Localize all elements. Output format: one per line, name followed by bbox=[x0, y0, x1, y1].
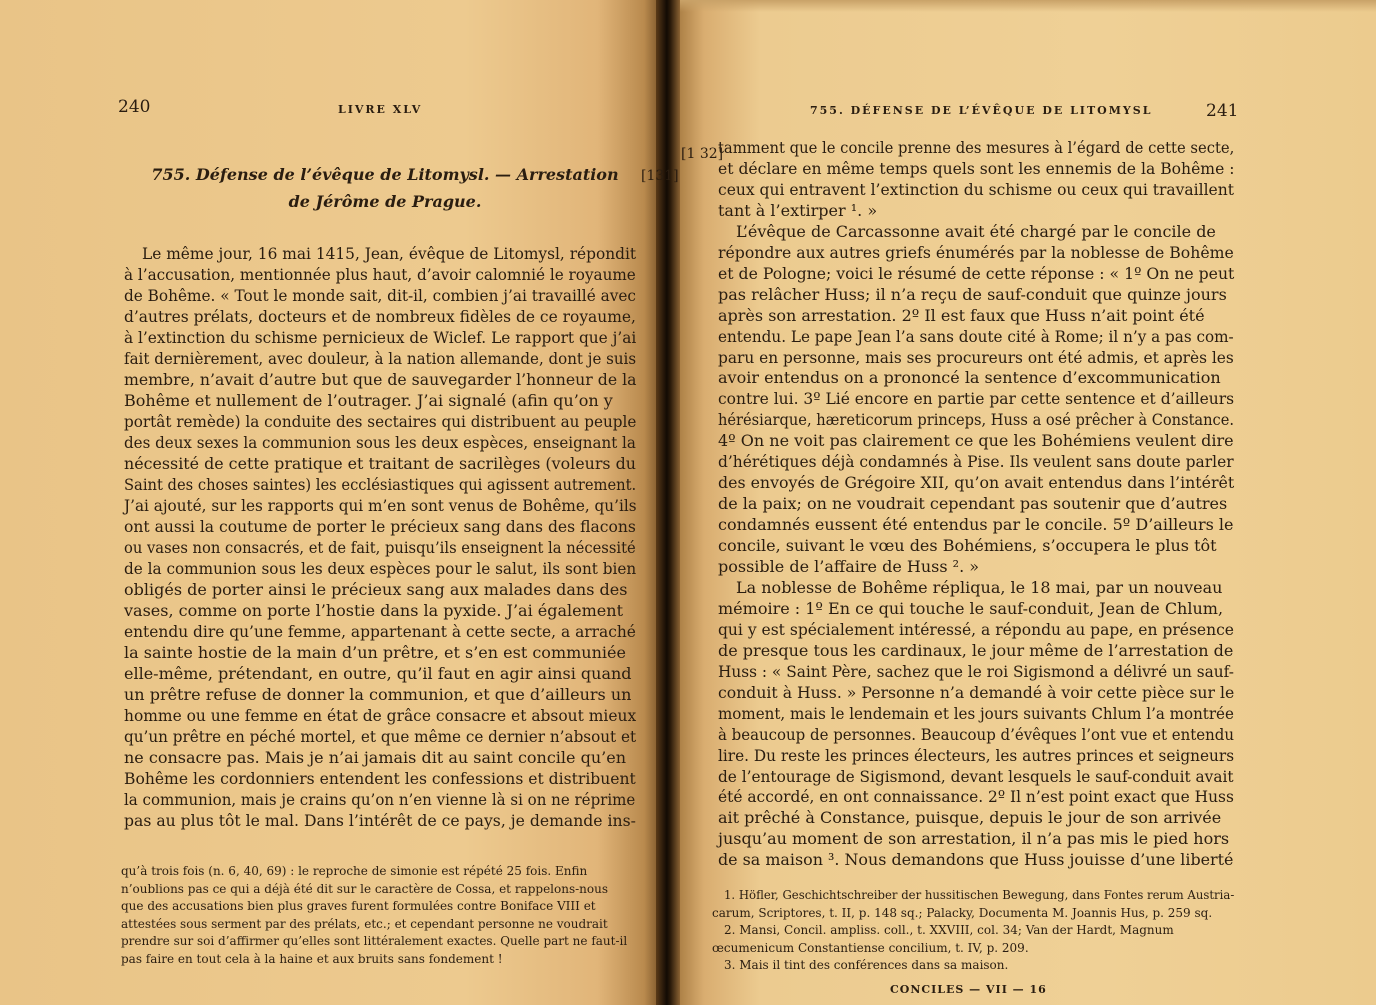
body-line: de presque tous les cardinaux, le jour même de l’arrestation de bbox=[718, 640, 1234, 660]
body-line: été accordé, en ont connaissance. 2º Il n’est point exact que Huss bbox=[718, 787, 1234, 807]
body-line: tant à l’extirper ¹. » bbox=[718, 200, 878, 220]
body-line: contre lui. 3º Lié encore en partie par cette sentence et d’ailleurs bbox=[718, 389, 1235, 409]
body-line: moment, mais le lendemain et les jours suivants Chlum l’a montrée bbox=[718, 703, 1234, 723]
body-line: membre, n’avait d’autre but que de sauvegarder l’honneur de la bbox=[124, 370, 637, 389]
body-line: portât remède) la conduite des sectaires qui distribuent au peuple bbox=[124, 412, 637, 431]
body-line: de la communion sous les deux espèces pour le salut, ils sont bien bbox=[124, 559, 637, 578]
body-line: tamment que le concile prenne des mesures à l’égard de cette secte, bbox=[718, 138, 1235, 157]
body-line: vases, comme on porte l’hostie dans la pyxide. J’ai également bbox=[124, 601, 623, 620]
body-line: obligés de porter ainsi le précieux sang aux malades dans des bbox=[124, 580, 628, 599]
body-line: à l’extinction du schisme pernicieux de Wiclef. Le rapport que j’ai bbox=[124, 328, 637, 347]
body-line: la sainte hostie de la main d’un prêtre, et s’en est communiée bbox=[124, 643, 626, 662]
body-line: entendu. Le pape Jean l’a sans doute cité à Rome; il n’y a pas com- bbox=[718, 326, 1234, 346]
body-line: avoir entendus on a prononcé la sentence d’excommunication bbox=[718, 368, 1221, 388]
body-line: à beaucoup de personnes. Beaucoup d’évêques l’ont vue et entendu bbox=[718, 724, 1234, 744]
body-line: ou vases non consacrés, et de fait, puisqu’ils enseignent la nécessité bbox=[124, 538, 636, 557]
body-line: et de Pologne; voici le résumé de cette réponse : « 1º On ne peut bbox=[718, 263, 1235, 283]
left-page-number: 240 bbox=[118, 97, 151, 117]
body-line: Saint des choses saintes) les ecclésiastiques qui agissent autrement. bbox=[124, 475, 637, 494]
body-line: fait dernièrement, avec douleur, à la nation allemande, dont je suis bbox=[124, 349, 637, 368]
body-line: 4º On ne voit pas clairement ce que les Bohémiens veulent dire bbox=[718, 431, 1234, 451]
page-edge-shadow bbox=[676, 0, 1376, 12]
footnote-line: pas faire en tout cela à la haine et aux bruits sans fondement ! bbox=[121, 952, 503, 966]
right-page-number: 241 bbox=[1206, 101, 1239, 121]
body-line: nécessité de cette pratique et traitant de sacrilèges (voleurs du bbox=[124, 454, 636, 473]
right-running-head: 755. DÉFENSE DE L’ÉVÊQUE DE LITOMYSL bbox=[810, 104, 1153, 117]
left-margin-mark: [131] bbox=[641, 168, 679, 184]
body-line: un prêtre refuse de donner la communion, et que d’ailleurs un bbox=[124, 685, 632, 704]
footnote-line: prendre sur soi d’affirmer qu’elles sont littéralement exactes. Quelle part ne faut-il bbox=[121, 934, 628, 949]
body-line: L’évêque de Carcassonne avait été chargé par le concile de bbox=[736, 221, 1216, 241]
body-line: homme ou une femme en état de grâce consacre et absout mieux bbox=[124, 706, 637, 725]
body-line: la communion, mais je crains qu’on n’en vienne là si on ne réprime bbox=[124, 790, 636, 809]
body-line: entendu dire qu’une femme, appartenant à cette secte, a arraché bbox=[124, 622, 636, 641]
footnote-line: carum, Scriptores, t. II, p. 148 sq.; Palacky, Documenta M. Joannis Hus, p. 259 sq. bbox=[712, 905, 1213, 920]
body-line: pas relâcher Huss; il n’a reçu de sauf-conduit que quinze jours bbox=[718, 284, 1227, 304]
left-running-head: LIVRE XLV bbox=[338, 103, 423, 116]
footnote-line: œcumenicum Constantiense concilium, t. IV, p. 209. bbox=[712, 940, 1029, 955]
section-title-line-1: 755. Défense de l’évêque de Litomysl. — Arrestation bbox=[151, 165, 619, 184]
body-line: ont aussi la coutume de porter le précieux sang dans des flacons bbox=[124, 517, 636, 536]
body-line: condamnés eussent été entendus par le concile. 5º D’ailleurs le bbox=[718, 515, 1234, 535]
body-line: hérésiarque, hæreticorum princeps, Huss a osé prêcher à Constance. bbox=[718, 410, 1235, 430]
body-line: J’ai ajouté, sur les rapports qui m’en sont venus de Bohême, qu’ils bbox=[124, 496, 637, 515]
signature-mark: CONCILES — VII — 16 bbox=[890, 983, 1047, 996]
body-line: de l’entourage de Sigismond, devant lesquels le sauf-conduit avait bbox=[718, 766, 1234, 786]
body-line: concile, suivant le vœu des Bohémiens, s’occupera le plus tôt bbox=[718, 536, 1217, 556]
body-line: La noblesse de Bohême répliqua, le 18 mai, par un nouveau bbox=[736, 577, 1223, 597]
body-line: jusqu’au moment de son arrestation, il n’a pas mis le pied hors bbox=[718, 829, 1230, 849]
body-line: après son arrestation. 2º Il est faux que Huss n’ait point été bbox=[718, 305, 1205, 325]
body-line: Le même jour, 16 mai 1415, Jean, évêque de Litomysl, répondit bbox=[142, 244, 637, 263]
body-line: répondre aux autres griefs énumérés par la noblesse de Bohême bbox=[718, 242, 1234, 262]
body-line: paru en personne, mais ses procureurs ont été admis, et après les bbox=[718, 347, 1234, 367]
body-line: ceux qui entravent l’extinction du schisme ou ceux qui travaillent bbox=[718, 179, 1234, 199]
body-line: et déclare en même temps quels sont les ennemis de la Bohême : bbox=[718, 158, 1235, 178]
footnote-line: n’oublions pas ce qui a déjà été dit sur le caractère de Cossa, et rappelons-nous bbox=[121, 881, 609, 896]
body-line: qui y est spécialement intéressé, a répondu au pape, en présence bbox=[718, 619, 1234, 639]
body-line: conduit à Huss. » Personne n’a demandé à voir cette pièce sur le bbox=[718, 682, 1235, 702]
body-line: ait prêché à Constance, puisque, depuis le jour de son arrivée bbox=[718, 808, 1222, 828]
footnote-line: que des accusations bien plus graves furent formulées contre Boniface VIII et bbox=[121, 899, 596, 914]
book-gutter bbox=[656, 0, 680, 1005]
body-line: des deux sexes la communion sous les deux espèces, enseignant la bbox=[124, 433, 636, 452]
body-line: ne consacre pas. Mais je n’ai jamais dit au saint concile qu’en bbox=[124, 748, 626, 767]
footnote-line: attestées sous serment par des prélats, etc.; et cependant personne ne voudrait bbox=[121, 916, 608, 931]
section-title-line-2: de Jérôme de Prague. bbox=[288, 192, 482, 211]
footnote-line: 2. Mansi, Concil. ampliss. coll., t. XXVIII, col. 34; Van der Hardt, Magnum bbox=[724, 923, 1174, 937]
body-line: pas au plus tôt le mal. Dans l’intérêt de ce pays, je demande ins- bbox=[124, 811, 636, 830]
footnote-line: 1. Höfler, Geschichtschreiber der hussitischen Bewegung, dans Fontes rerum Austria- bbox=[724, 888, 1235, 902]
body-line: de sa maison ³. Nous demandons que Huss jouisse d’une liberté bbox=[718, 850, 1234, 870]
body-line: lire. Du reste les princes électeurs, les autres princes et seigneurs bbox=[718, 745, 1235, 765]
body-line: Bohême et nullement de l’outrager. J’ai signalé (afin qu’on y bbox=[124, 391, 613, 410]
body-line: Bohême les cordonniers entendent les confessions et distribuent bbox=[124, 769, 636, 788]
body-line: à l’accusation, mentionnée plus haut, d’avoir calomnié le royaume bbox=[124, 265, 636, 284]
body-line: qu’un prêtre en péché mortel, et que même ce dernier n’absout et bbox=[124, 727, 637, 746]
body-line: de la paix; on ne voudrait cependant pas soutenir que d’autres bbox=[718, 494, 1228, 514]
body-line: possible de l’affaire de Huss ². » bbox=[718, 557, 980, 576]
body-line: elle-même, prétendant, en outre, qu’il faut en agir ainsi quand bbox=[124, 664, 632, 683]
body-line: mémoire : 1º En ce qui touche le sauf-conduit, Jean de Chlum, bbox=[718, 598, 1224, 618]
footnote-line: 3. Mais il tint des conférences dans sa maison. bbox=[724, 958, 1009, 972]
right-margin-mark: [1 32] bbox=[681, 146, 724, 162]
body-line: de Bohême. « Tout le monde sait, dit-il, combien j’ai travaillé avec bbox=[124, 286, 636, 305]
body-line: d’hérétiques déjà condamnés à Pise. Ils veulent sans doute parler bbox=[718, 452, 1234, 472]
body-line: Huss : « Saint Père, sachez que le roi Sigismond a délivré un sauf- bbox=[718, 661, 1234, 681]
body-line: d’autres prélats, docteurs et de nombreux fidèles de ce royaume, bbox=[124, 307, 636, 326]
footnote-line: qu’à trois fois (n. 6, 40, 69) : le reproche de simonie est répété 25 fois. Enfin bbox=[121, 864, 588, 878]
body-line: des envoyés de Grégoire XII, qu’on avait entendus dans l’intérêt bbox=[718, 473, 1235, 493]
